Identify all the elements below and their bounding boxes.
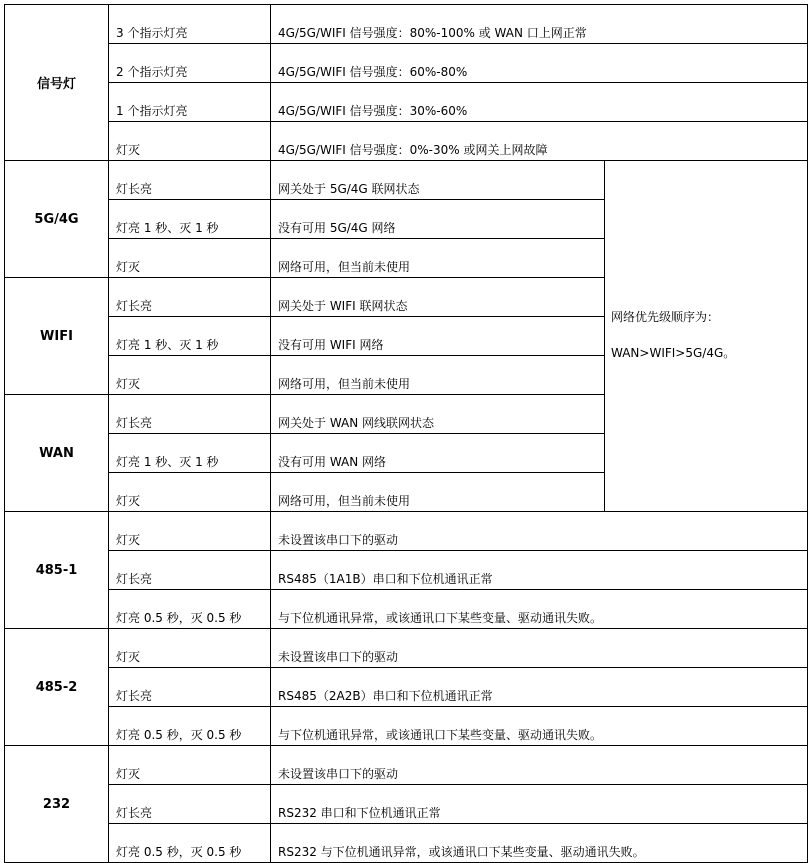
description-cell: 网关处于 WAN 网线联网状态 [271, 395, 605, 434]
category-label-232: 232 [5, 746, 109, 863]
description-cell: 网络可用，但当前未使用 [271, 356, 605, 395]
table-row [5, 668, 808, 707]
description-cell: 未设置该串口下的驱动 [271, 746, 808, 785]
description-cell: 没有可用 WIFI 网络 [271, 317, 605, 356]
state-cell: 1 个指示灯亮 [109, 83, 271, 122]
description-cell: 网络可用，但当前未使用 [271, 473, 605, 512]
table-row [5, 824, 808, 863]
state-cell: 灯长亮 [109, 278, 271, 317]
table-row [5, 161, 808, 200]
state-cell: 灯灭 [109, 239, 271, 278]
state-cell: 灯灭 [109, 473, 271, 512]
table-row [5, 785, 808, 824]
category-label-5g4g: 5G/4G [5, 161, 109, 278]
description-cell: RS485（1A1B）串口和下位机通讯正常 [271, 551, 808, 590]
table-row [5, 746, 808, 785]
state-cell: 灯亮 1 秒、灭 1 秒 [109, 317, 271, 356]
description-cell: 网关处于 5G/4G 联网状态 [271, 161, 605, 200]
category-label-signal: 信号灯 [5, 5, 109, 161]
table-row [5, 629, 808, 668]
network-priority-order: WAN>WIFI>5G/4G。 [611, 346, 736, 360]
table-row [5, 590, 808, 629]
description-cell: 与下位机通讯异常，或该通讯口下某些变量、驱动通讯失败。 [271, 590, 808, 629]
table-row [5, 83, 808, 122]
table-row [5, 512, 808, 551]
state-cell: 灯长亮 [109, 395, 271, 434]
state-cell: 灯亮 0.5 秒，灭 0.5 秒 [109, 707, 271, 746]
description-cell: 4G/5G/WIFI 信号强度：60%-80% [271, 44, 808, 83]
description-cell: 与下位机通讯异常，或该通讯口下某些变量、驱动通讯失败。 [271, 707, 808, 746]
table-row [5, 122, 808, 161]
table-row [5, 5, 808, 44]
description-cell: 没有可用 5G/4G 网络 [271, 200, 605, 239]
description-cell: 未设置该串口下的驱动 [271, 629, 808, 668]
state-cell: 灯灭 [109, 122, 271, 161]
description-cell: 网络可用，但当前未使用 [271, 239, 605, 278]
state-cell: 灯灭 [109, 356, 271, 395]
description-cell: 没有可用 WAN 网络 [271, 434, 605, 473]
state-cell: 灯长亮 [109, 785, 271, 824]
description-cell: 4G/5G/WIFI 信号强度：80%-100% 或 WAN 口上网正常 [271, 5, 808, 44]
description-cell: RS485（2A2B）串口和下位机通讯正常 [271, 668, 808, 707]
table-row [5, 44, 808, 83]
state-cell: 2 个指示灯亮 [109, 44, 271, 83]
description-cell: RS232 串口和下位机通讯正常 [271, 785, 808, 824]
description-cell: RS232 与下位机通讯异常，或该通讯口下某些变量、驱动通讯失败。 [271, 824, 808, 863]
state-cell: 灯亮 0.5 秒，灭 0.5 秒 [109, 590, 271, 629]
network-priority-note [605, 161, 808, 512]
description-cell: 网关处于 WIFI 联网状态 [271, 278, 605, 317]
table-row [5, 707, 808, 746]
state-cell: 灯灭 [109, 629, 271, 668]
state-cell: 灯长亮 [109, 668, 271, 707]
description-cell: 4G/5G/WIFI 信号强度：30%-60% [271, 83, 808, 122]
table-row [5, 551, 808, 590]
network-priority-title: 网络优先级顺序为： [611, 310, 720, 324]
state-cell: 3 个指示灯亮 [109, 5, 271, 44]
state-cell: 灯亮 1 秒、灭 1 秒 [109, 200, 271, 239]
category-label-485-1: 485-1 [5, 512, 109, 629]
led-indicator-table [4, 4, 808, 863]
state-cell: 灯长亮 [109, 161, 271, 200]
category-label-485-2: 485-2 [5, 629, 109, 746]
category-label-wan: WAN [5, 395, 109, 512]
description-cell: 4G/5G/WIFI 信号强度：0%-30% 或网关上网故障 [271, 122, 808, 161]
state-cell: 灯亮 0.5 秒，灭 0.5 秒 [109, 824, 271, 863]
state-cell: 灯灭 [109, 746, 271, 785]
category-label-wifi: WIFI [5, 278, 109, 395]
state-cell: 灯长亮 [109, 551, 271, 590]
state-cell: 灯亮 1 秒、灭 1 秒 [109, 434, 271, 473]
state-cell: 灯灭 [109, 512, 271, 551]
description-cell: 未设置该串口下的驱动 [271, 512, 808, 551]
